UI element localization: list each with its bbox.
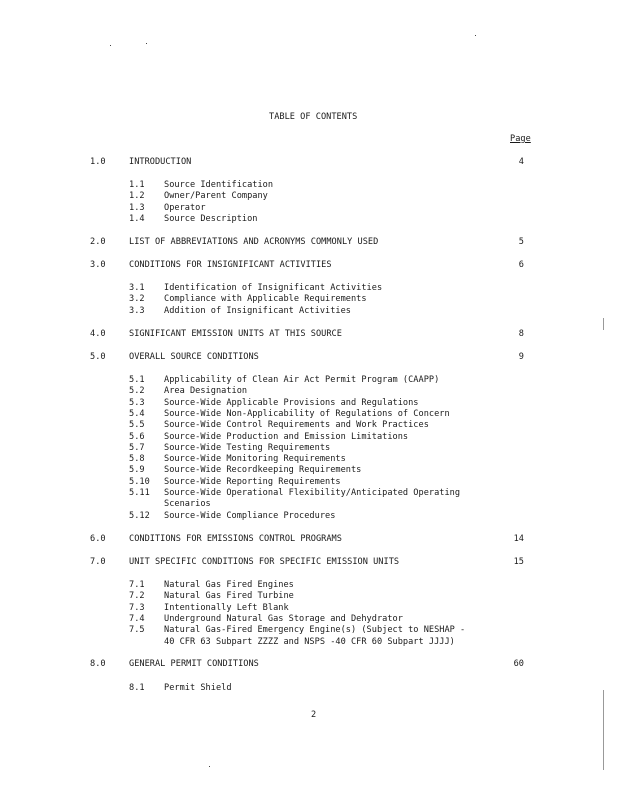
subsection-number: 5.4 xyxy=(129,408,145,419)
section-title: LIST OF ABBREVIATIONS AND ACRONYMS COMMONLY USED xyxy=(129,237,379,247)
subsection-number: 7.1 xyxy=(129,580,145,590)
subsection-number: 1.4 xyxy=(129,213,145,224)
page-column-header: Page xyxy=(510,134,531,144)
subsection-number: 1.1 xyxy=(129,180,145,190)
section-title: SIGNIFICANT EMISSION UNITS AT THIS SOURCE xyxy=(129,329,342,339)
subsection-title: Source-Wide Production and Emission Limitations xyxy=(164,431,409,442)
subsection-number: 3.3 xyxy=(129,305,145,316)
section-number: 7.0 xyxy=(90,557,106,567)
scan-speck xyxy=(209,766,210,767)
section-number: 6.0 xyxy=(90,534,106,544)
section-number: 4.0 xyxy=(90,329,106,339)
section-number: 8.0 xyxy=(90,659,106,669)
subsection-number: 5.3 xyxy=(129,397,145,408)
subsection-number: 5.2 xyxy=(129,386,145,397)
subsection-number: 3.2 xyxy=(129,294,145,305)
subsection-number: 1.2 xyxy=(129,191,145,202)
scan-speck xyxy=(146,43,147,44)
section-page-number: 4 xyxy=(518,157,524,167)
subsection-number: 5.12 xyxy=(129,510,150,521)
scan-speck xyxy=(110,45,111,46)
subsection-title: 40 CFR 63 Subpart ZZZZ and NSPS -40 CFR 60 Subpart JJJJ) xyxy=(164,636,455,647)
section-page-number: 9 xyxy=(518,352,524,362)
subsection-title: Area Designation xyxy=(164,386,248,397)
subsection-number: 5.6 xyxy=(129,431,145,442)
subsection-number: 7.4 xyxy=(129,613,145,624)
scan-edge-mark xyxy=(603,690,604,770)
subsection-title: Natural Gas Fired Turbine xyxy=(164,591,294,602)
subsection-title: Intentionally Left Blank xyxy=(164,602,289,613)
subsection-title: Source-Wide Recordkeeping Requirements xyxy=(164,465,362,476)
subsection-number: 3.1 xyxy=(129,283,145,293)
subsection-title: Addition of Insignificant Activities xyxy=(164,305,351,316)
subsection-number: 7.2 xyxy=(129,591,145,602)
section-page-number: 14 xyxy=(513,534,524,544)
scan-speck xyxy=(475,35,476,36)
subsection-number: 1.3 xyxy=(129,202,145,213)
subsection-number: 5.5 xyxy=(129,420,145,431)
subsection-title: Identification of Insignificant Activities xyxy=(164,283,383,293)
section-title: CONDITIONS FOR EMISSIONS CONTROL PROGRAMS xyxy=(129,534,342,544)
subsection-number: 8.1 xyxy=(129,683,145,693)
subsection-title: Natural Gas-Fired Emergency Engine(s) (Subject to NESHAP - xyxy=(164,625,466,636)
section-page-number: 15 xyxy=(513,557,524,567)
subsection-number: 5.9 xyxy=(129,465,145,476)
subsection-title: Source-Wide Compliance Procedures xyxy=(164,510,336,521)
section-page-number: 5 xyxy=(518,237,524,247)
section-title: CONDITIONS FOR INSIGNIFICANT ACTIVITIES xyxy=(129,260,332,270)
subsection-number: 5.11 xyxy=(129,488,150,498)
section-page-number: 60 xyxy=(513,659,524,669)
subsection-title: Natural Gas Fired Engines xyxy=(164,580,294,590)
subsection-number: 5.7 xyxy=(129,442,145,453)
section-number: 3.0 xyxy=(90,260,106,270)
subsection-title: Applicability of Clean Air Act Permit Program (CAAPP) xyxy=(164,375,440,385)
footer-page-number: 2 xyxy=(311,710,317,720)
section-title: OVERALL SOURCE CONDITIONS xyxy=(129,352,259,362)
subsection-title: Source-Wide Monitoring Requirements xyxy=(164,454,346,465)
subsection-title: Source-Wide Applicable Provisions and Regulations xyxy=(164,397,419,408)
page-title: TABLE OF CONTENTS xyxy=(269,112,358,122)
subsection-title: Source-Wide Non-Applicability of Regulations of Concern xyxy=(164,408,450,419)
subsection-title: Source-Wide Control Requirements and Work Practices xyxy=(164,420,429,431)
subsection-title: Operator xyxy=(164,202,206,213)
section-title: UNIT SPECIFIC CONDITIONS FOR SPECIFIC EMISSION UNITS xyxy=(129,557,400,567)
subsection-title: Underground Natural Gas Storage and Dehydrator xyxy=(164,613,403,624)
subsection-title: Source-Wide Reporting Requirements xyxy=(164,476,341,487)
subsection-title: Source-Wide Operational Flexibility/Anticipated Operating xyxy=(164,488,461,498)
section-title: INTRODUCTION xyxy=(129,157,192,167)
subsection-number: 5.1 xyxy=(129,375,145,385)
subsection-number: 7.3 xyxy=(129,602,145,613)
subsection-title: Source Description xyxy=(164,213,258,224)
section-page-number: 8 xyxy=(518,329,524,339)
section-title: GENERAL PERMIT CONDITIONS xyxy=(129,659,259,669)
section-number: 1.0 xyxy=(90,157,106,167)
scan-edge-mark xyxy=(603,318,604,330)
subsection-title: Source-Wide Testing Requirements xyxy=(164,442,331,453)
subsection-title: Scenarios xyxy=(164,499,211,510)
section-page-number: 6 xyxy=(518,260,524,270)
subsection-number: 5.10 xyxy=(129,476,150,487)
section-number: 5.0 xyxy=(90,352,106,362)
subsection-title: Compliance with Applicable Requirements xyxy=(164,294,367,305)
subsection-title: Source Identification xyxy=(164,180,274,190)
subsection-title: Permit Shield xyxy=(164,683,232,693)
section-number: 2.0 xyxy=(90,237,106,247)
subsection-number: 5.8 xyxy=(129,454,145,465)
subsection-title: Owner/Parent Company xyxy=(164,191,268,202)
subsection-number: 7.5 xyxy=(129,625,145,636)
